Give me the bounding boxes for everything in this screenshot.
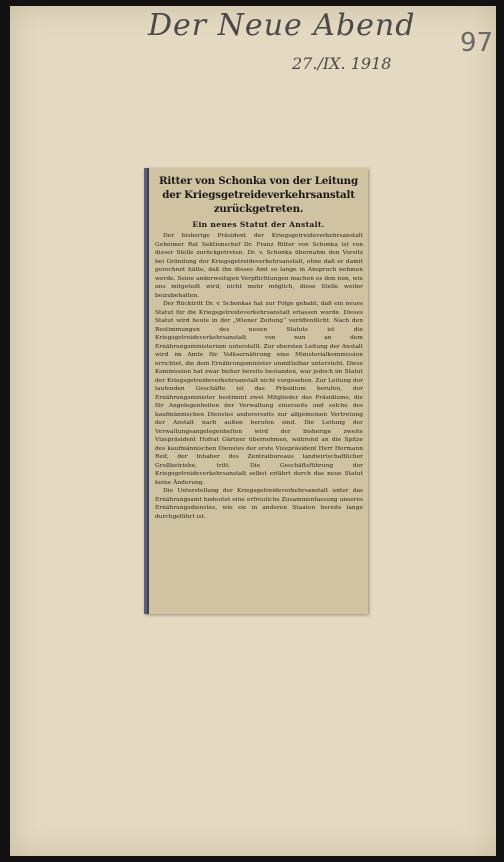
handwritten-date: 27./IX. 1918 [292,54,392,73]
article-headline: Ritter von Schonka von der Leitung der Kriegsgetreideverkehrsanstalt zurückgetreten. [159,175,358,215]
handwritten-number: 97 [460,28,494,58]
handwritten-title: Der Neue Abend [148,8,416,43]
article-paragraph: Der bisherige Präsident der Kriegsgetreideverkehrsanstalt Geheimer Rat Sektionschef Dr. Franz Ritter von Schonka ist von dieser Stelle zurückgetreten. Dr. v. Schonka übernahm den Vorsitz bei Gründung der Kriegsgetreideverkehrsanstalt, ohne daß er damit gerechnet hätte, daß ihn dieses Amt so lange in Anspruch nehmen werde. Seine anderweitigen Verpflichtungen machen es ihm nun, wie uns mitgeteilt wird, nicht mehr möglich, diese Stelle weiter beizubehalten. [155,233,363,299]
article-body [155,232,363,521]
column-rule [147,168,149,614]
article-paragraph: Der Rücktritt Dr. v. Schonkas hat zur Folge gehabt, daß ein neues Statut für die Kriegsgetreideverkehrsanstalt erlassen wurde. Dieses Statut wird heute in der „Wiener Zeitung“ veröffentlicht. Nach den Bestimmungen des neuen Statuts ist die Kriegsgetreideverkehrsanstalt von nun an dem Ernährungsministerium unterstellt. Zur obersten Leitung der Anstalt wird im Amte für Volksernährung eine Ministerialkommission errichtet, die dem Ernährungsminister unmittelbar untersteht. Diese Kommission hat zwar bisher bereits bestanden, war jedoch im Statut der Kriegsgetreideverkehrsanstalt nicht vorgesehen. Zur Leitung der laufenden Geschäfte ist das Präsidium berufen, der Ernährungsminister bestimmt zwei Mitglieder des Präsidiums, die für Angelegenheiten der Verwaltung einerseits und solche des kaufmännischen Dienstes andererseits zur allgemeinen Vertretung der Anstalt nach außen berufen sind. Die Leitung der Verwaltungsangelegenheiten wird der bisherige zweite Vizepräsident Hofrat Gärtner übernehmen, während an die Spitze des kaufmännischen Dienstes der erste Vizepräsident Herr Hermann Reif, der Inhaber des Zentralbureaus landwirtschaftlicher Großbetriebe, tritt. Die Geschäftsführung der Kriegsgetreideverkehrsanstalt selbst erfährt durch das neue Statut keine Änderung. [155,301,363,486]
newspaper-clipping [144,168,368,614]
article-paragraph: Die Unterstellung der Kriegsgetreideverkehrsanstalt unter das Ernährungsamt bedeutet eine erfreuliche Zusammenfassung unseres Ernährungsdienstes, wie sie in anderen Staaten bereits lange durchgeführt ist. [155,488,363,520]
article-subheadline: Ein neues Statut der Anstalt. [192,220,325,229]
